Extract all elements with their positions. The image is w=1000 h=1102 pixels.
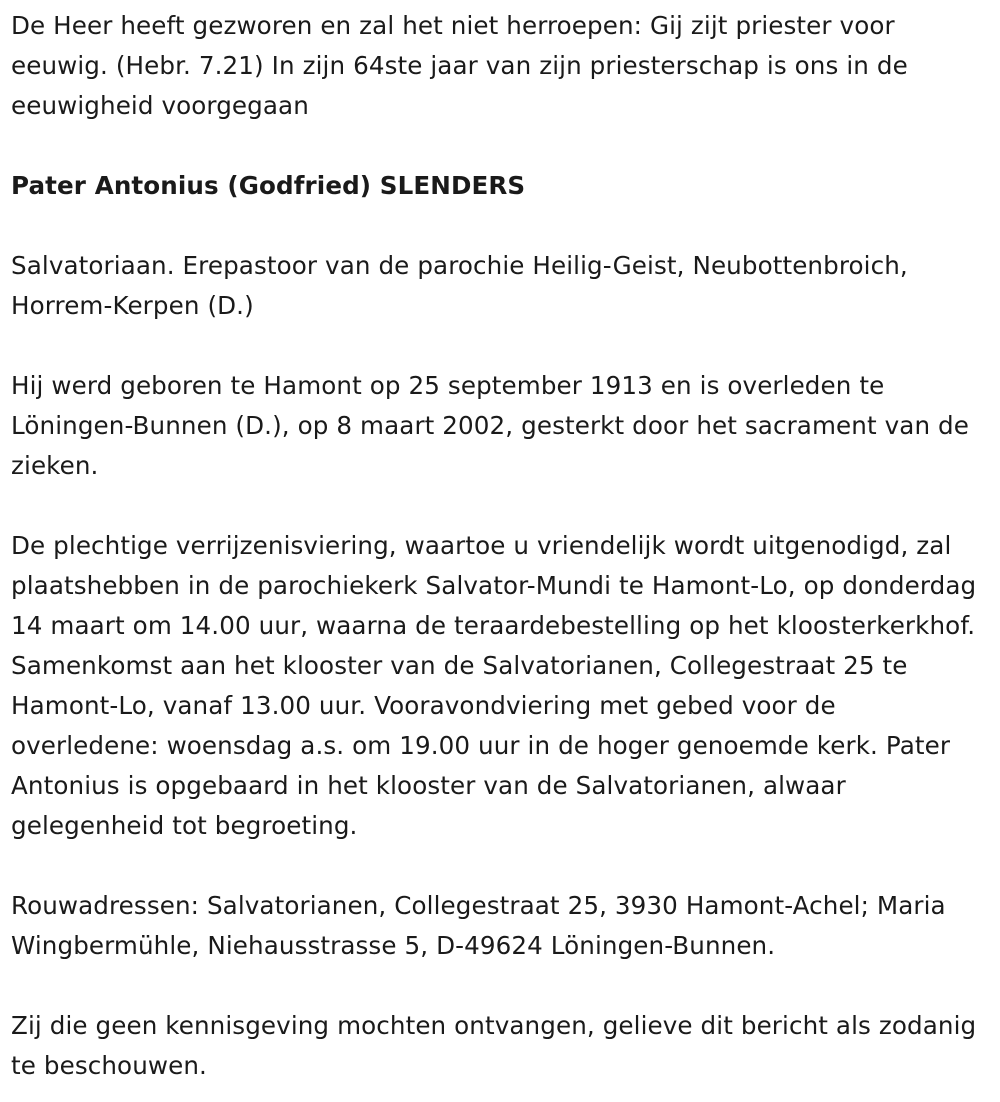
funeral-details-paragraph: De plechtige verrijzenisviering, waartoe u vriendelijk wordt uitgenodigd, zal plaatshebben in de parochiekerk Salvator-Mundi te Hamont-Lo, op donderdag 14 maart om 14.00 uur, waarna de teraardebestelling op het kloosterkerkhof. Samenkomst aan het klooster van de Salvatorianen, Collegestraat 25 te Hamont-Lo, vanaf 13.00 uur. Vooravondviering met gebed voor de overledene: woensdag a.s. om 19.00 uur in de hoger genoemde kerk. Pater Antonius is opgebaard in het klooster van de Salvatorianen, alwaar gelegenheid tot begroeting. — [11, 531, 977, 840]
intro-scripture-paragraph: De Heer heeft gezworen en zal het niet herroepen: Gij zijt priester voor eeuwig. (Hebr. 7.21) In zijn 64ste jaar van zijn priesterschap is ons in de eeuwigheid voorgegaan — [11, 11, 908, 120]
death-notice — [11, 6, 986, 1086]
title-paragraph: Salvatoriaan. Erepastoor van de parochie Heilig-Geist, Neubottenbroich, Horrem-Kerpen (D.) — [11, 251, 908, 320]
closing-paragraph: Zij die geen kennisgeving mochten ontvangen, gelieve dit bericht als zodanig te beschouwen. — [11, 1011, 977, 1080]
birth-death-paragraph: Hij werd geboren te Hamont op 25 september 1913 en is overleden te Löningen-Bunnen (D.), op 8 maart 2002, gesterkt door het sacrament van de zieken. — [11, 371, 969, 480]
deceased-name: Pater Antonius (Godfried) SLENDERS — [11, 171, 526, 200]
mourning-addresses-paragraph: Rouwadressen: Salvatorianen, Collegestraat 25, 3930 Hamont-Achel; Maria Wingbermühle, Niehausstrasse 5, D-49624 Löningen-Bunnen. — [11, 891, 946, 960]
